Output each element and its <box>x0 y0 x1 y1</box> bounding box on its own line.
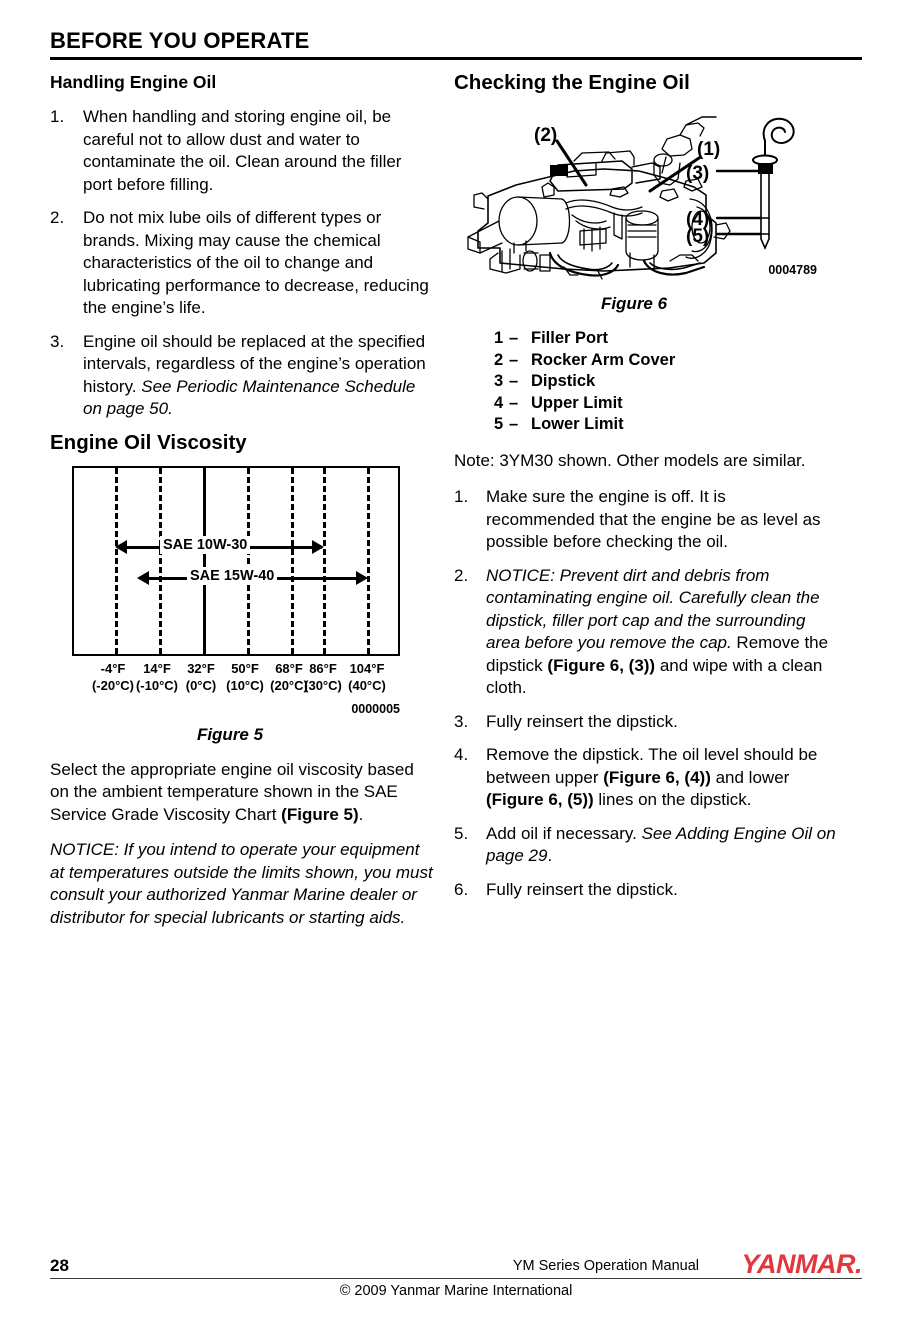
arrow-head-left-icon <box>115 540 127 554</box>
legend-item-label: Upper Limit <box>531 393 623 412</box>
list-item-number: 2. <box>454 565 469 585</box>
x-tick-14f: 14°F (-10°C) <box>135 660 179 693</box>
gridline-50f <box>247 468 250 654</box>
callout-5-label: (5) <box>686 226 710 247</box>
left-column <box>50 72 435 942</box>
gridline-104f <box>367 468 370 654</box>
figure-6-reference: (Figure 6, (4)) <box>603 767 711 787</box>
list-item-text: Make sure the engine is off. It is recommended that the engine be as level as possible before checking the oil. <box>486 487 821 551</box>
list-item-number: 3. <box>50 331 65 351</box>
figure-6-caption: Figure 6 <box>600 294 668 313</box>
engine-line-art-svg <box>454 103 839 283</box>
x-tick-86f: 86°F (30°C) <box>304 660 342 693</box>
handling-engine-oil-steps <box>50 106 435 421</box>
legend-item-label: Rocker Arm Cover <box>531 350 676 369</box>
header-divider <box>50 57 862 60</box>
figure-6-reference: (Figure 6, (3)) <box>547 655 656 675</box>
gridline-32f <box>203 468 206 654</box>
chart-x-axis-labels <box>72 660 400 700</box>
x-tick-32f: 32°F (0°C) <box>185 660 217 693</box>
list-item-text: Engine oil should be replaced at the specified intervals, regardless of the engine’s operation history. <box>83 331 426 396</box>
series-label-sae-15w-40: SAE 15W-40 <box>187 567 277 585</box>
figure-6-engine-illustration <box>454 103 839 288</box>
list-item-number: 3. <box>454 711 469 731</box>
list-item-text: Do not mix lube oils of different types or brands. Mixing may cause the chemical characteristics of the oil to change and lubricating performance to decrease, reducing the engine’s life. <box>83 208 429 317</box>
legend-item: 4 – Upper Limit <box>494 393 623 412</box>
list-item-number: 2. <box>50 208 65 227</box>
callout-1-label: (1) <box>697 139 721 160</box>
legend-item-label: Lower Limit <box>531 415 624 433</box>
list-item: 5. Add oil if necessary. See Adding Engine Oil on page 29. <box>454 823 836 865</box>
figure-6-code: 0004789 <box>768 263 817 277</box>
gridline-68f <box>291 468 294 654</box>
figure-5-viscosity-chart <box>50 466 435 716</box>
legend-item: 1 – Filler Port <box>494 329 609 347</box>
arrow-head-right-icon <box>356 571 368 585</box>
figure-5-reference: (Figure 5) <box>281 804 359 824</box>
right-column <box>454 72 839 912</box>
list-item-number: 6. <box>454 879 469 899</box>
section-title-handling-engine-oil: Handling Engine Oil <box>50 72 217 92</box>
list-item-number: 1. <box>50 107 65 126</box>
select-viscosity-paragraph: Select the appropriate engine oil viscosity based on the ambient temperature shown in the SAE Service Grade Viscosity Chart (Figure 5). <box>50 759 414 824</box>
list-item-text: Fully reinsert the dipstick. <box>486 711 678 731</box>
series-arrow-sae-10w-30 <box>74 538 402 556</box>
figure-5-caption: Figure 5 <box>196 724 264 744</box>
gridline-86f <box>323 468 326 654</box>
legend-item: 5 – Lower Limit <box>494 415 624 433</box>
figure-5-code: 0000005 <box>351 701 400 716</box>
arrow-head-right-icon <box>312 540 324 554</box>
notice-paragraph: NOTICE: If you intend to operate your equipment at temperatures outside the limits shown, you must consult your authorized Yanmar Marine dealer or distributor for special lubricants or starting aids. <box>50 840 433 927</box>
x-tick-minus4f: -4°F (-20°C) <box>91 660 135 693</box>
list-item-cross-reference: See Periodic Maintenance Schedule on page 50. <box>83 376 416 418</box>
figure-6-reference: (Figure 6, (5)) <box>486 790 594 809</box>
list-item <box>50 207 435 320</box>
figure-6-legend <box>454 328 839 436</box>
x-tick-68f: 68°F (20°C) <box>270 660 308 693</box>
section-title-engine-oil-viscosity: Engine Oil Viscosity <box>50 430 247 454</box>
x-tick-104f: 104°F (40°C) <box>348 660 386 693</box>
running-header <box>50 28 862 60</box>
list-item <box>454 879 839 902</box>
arrow-head-left-icon <box>137 571 149 585</box>
list-item: 4. Remove the dipstick. The oil level should be between upper (Figure 6, (4)) and lower (Figure 6, (5)) lines on the dipstick. <box>454 745 818 809</box>
list-item-number: 4. <box>454 745 469 764</box>
series-arrow-sae-15w-40 <box>74 569 402 587</box>
footer-divider <box>50 1278 862 1279</box>
callout-3-label: (3) <box>686 163 710 184</box>
callout-4-label: (4) <box>686 209 710 230</box>
gridline-14f <box>159 468 162 654</box>
gridline-minus4f <box>115 468 118 654</box>
list-item <box>50 331 435 421</box>
list-item-text: When handling and storing engine oil, be careful not to allow dust and water to contaminate the oil. Clean around the filler port before filling. <box>83 107 402 194</box>
footer-row <box>50 1248 862 1278</box>
notice-text: NOTICE: Prevent dirt and debris from contaminating engine oil. Carefully clean the dipstick, filler port cap and the surrounding area before you remove the cap. <box>486 565 820 652</box>
legend-item: 3 – Dipstick <box>494 372 596 390</box>
list-item <box>454 711 839 734</box>
copyright-text: © 2009 Yanmar Marine International <box>339 1283 573 1299</box>
legend-item: 2 – Rocker Arm Cover <box>494 350 676 369</box>
yanmar-logo: YANMAR. <box>741 1249 862 1279</box>
page-number: 28 <box>50 1256 69 1275</box>
page-footer <box>50 1248 862 1299</box>
model-note: Note: 3YM30 shown. Other models are similar. <box>454 450 806 470</box>
x-tick-50f: 50°F (10°C) <box>226 660 264 693</box>
list-item <box>454 486 839 554</box>
legend-item-label: Filler Port <box>531 329 609 347</box>
checking-engine-oil-steps <box>454 486 839 901</box>
list-item <box>50 106 435 196</box>
manual-title: YM Series Operation Manual <box>512 1258 699 1274</box>
callout-2-label: (2) <box>534 125 558 146</box>
series-label-sae-10w-30: SAE 10W-30 <box>160 536 250 554</box>
legend-item-label: Dipstick <box>531 372 596 390</box>
running-header-title: BEFORE YOU OPERATE <box>50 28 310 53</box>
cross-reference: See Adding Engine Oil on page 29 <box>486 823 836 865</box>
list-item: 2. NOTICE: Prevent dirt and debris from contaminating engine oil. Carefully clean the dipstick, filler port cap and the surrounding area before you remove the cap. Remove the dipstick (Figure 6, (3)) and wipe with a clean cloth. <box>454 565 829 697</box>
list-item-number: 1. <box>454 487 469 506</box>
chart-plot-area <box>72 466 400 656</box>
list-item-number: 5. <box>454 823 469 843</box>
section-title-checking-the-engine-oil: Checking the Engine Oil <box>454 71 690 94</box>
list-item-text: Fully reinsert the dipstick. <box>486 879 678 899</box>
